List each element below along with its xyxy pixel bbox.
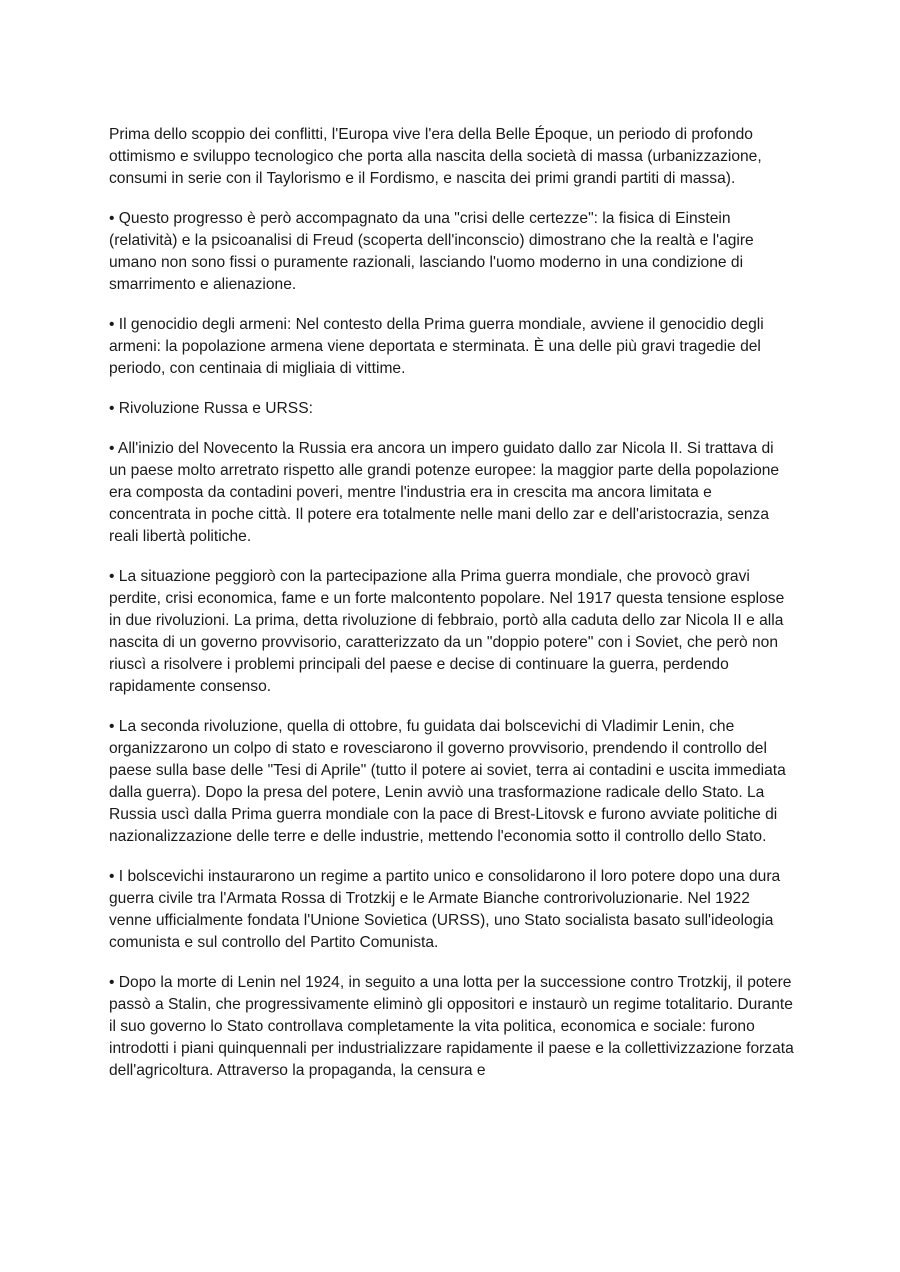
paragraph-urss-fondazione: • I bolscevichi instaurarono un regime a partito unico e consolidarono il loro potere dopo una dura guerra civile tra l'Armata Rossa di Trotzkij e le Armate Bianche controrivoluzionarie. Nel 1922 venne ufficialmente fondata l'Unione Sovietica (URSS), uno Stato socialista basato sull'ideologia comunista e sul controllo del Partito Comunista.: [109, 868, 781, 951]
paragraph-rivoluzione-ottobre: • La seconda rivoluzione, quella di ottobre, fu guidata dai bolscevichi di Vladimir Lenin, che organizzarono un colpo di stato e rovesciarono il governo provvisorio, prendendo il controllo del paese sulla base delle "Tesi di Aprile" (tutto il potere ai soviet, terra ai contadini e uscita immediata dalla guerra). Dopo la presa del potere, Lenin avviò una trasformazione radicale dello Stato. La Russia uscì dalla Prima guerra mondiale con la pace di Brest-Litovsk e furono avviate politiche di nazionalizzazione delle terre e delle industrie, mettendo l'economia sotto il controllo dello Stato.: [109, 718, 786, 845]
paragraph-crisi-certezze: • Questo progresso è però accompagnato da una "crisi delle certezze": la fisica di Einstein (relatività) e la psicoanalisi di Freud (scoperta dell'inconscio) dimostrano che la realtà e l'agire umano non sono fissi o puramente razionali, lasciando l'uomo moderno in una condizione di smarrimento e alienazione.: [109, 210, 754, 293]
document-body: [109, 124, 795, 1100]
paragraph-rivoluzione-febbraio: • La situazione peggiorò con la partecipazione alla Prima guerra mondiale, che provocò gravi perdite, crisi economica, fame e un forte malcontento popolare. Nel 1917 questa tensione esplose in due rivoluzioni. La prima, detta rivoluzione di febbraio, portò alla caduta dello zar Nicola II e alla nascita di un governo provvisorio, caratterizzato da un "doppio potere" con i Soviet, che però non riuscì a risolvere i problemi principali del paese e decise di continuare la guerra, perdendo rapidamente consenso.: [109, 568, 785, 695]
paragraph-genocidio-armeni: • Il genocidio degli armeni: Nel contesto della Prima guerra mondiale, avviene il genocidio degli armeni: la popolazione armena viene deportata e sterminata. È una delle più gravi tragedie del periodo, con centinaia di migliaia di vittime.: [109, 316, 764, 377]
paragraph-belle-epoque: Prima dello scoppio dei conflitti, l'Europa vive l'era della Belle Époque, un periodo di profondo ottimismo e sviluppo tecnologico che porta alla nascita della società di massa (urbanizzazione, consumi in serie con il Taylorismo e il Fordismo, e nascita dei primi grandi partiti di massa).: [109, 126, 762, 187]
paragraph-rivoluzione-russa-heading: • Rivoluzione Russa e URSS:: [109, 400, 313, 417]
paragraph-stalin: • Dopo la morte di Lenin nel 1924, in seguito a una lotta per la successione contro Trotzkij, il potere passò a Stalin, che progressivamente eliminò gli oppositori e instaurò un regime totalitario. Durante il suo governo lo Stato controllava completamente la vita politica, economica e sociale: furono introdotti i piani quinquennali per industrializzare rapidamente il paese e la collettivizzazione forzata dell'agricoltura. Attraverso la propaganda, la censura e: [109, 974, 794, 1079]
paragraph-russia-inizio-novecento: • All'inizio del Novecento la Russia era ancora un impero guidato dallo zar Nicola II. Si trattava di un paese molto arretrato rispetto alle grandi potenze europee: la maggior parte della popolazione era composta da contadini poveri, mentre l'industria era in crescita ma ancora limitata e concentrata in poche città. Il potere era totalmente nelle mani dello zar e dell'aristocrazia, senza reali libertà politiche.: [109, 440, 780, 545]
